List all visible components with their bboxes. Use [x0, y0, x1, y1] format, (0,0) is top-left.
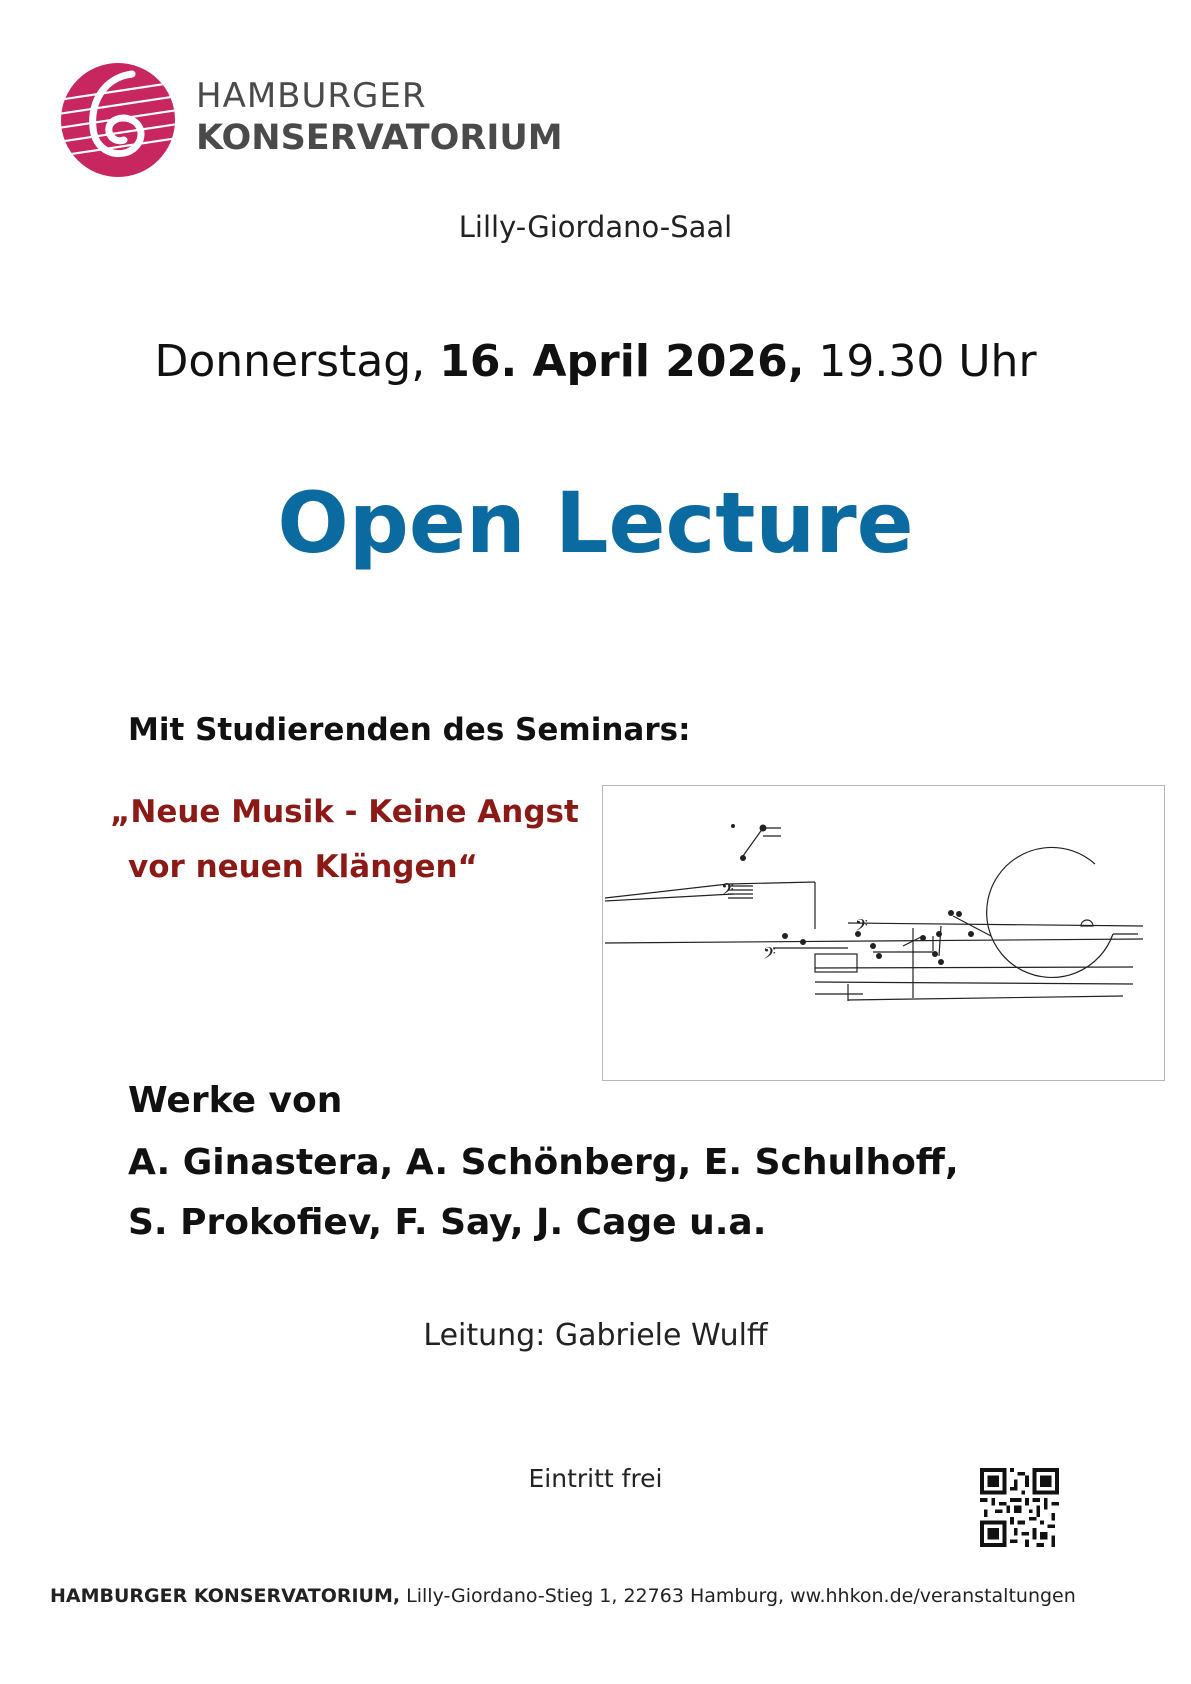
- seminar-title-line2: vor neuen Klängen“: [128, 849, 478, 885]
- event-time: 19.30 Uhr: [818, 336, 1037, 387]
- event-weekday: Donnerstag,: [154, 336, 426, 387]
- qr-code-icon[interactable]: [980, 1468, 1059, 1547]
- konservatorium-logo-icon: [58, 60, 178, 180]
- event-date-value: 16. April 2026,: [439, 336, 805, 387]
- event-date: [0, 336, 1191, 387]
- footer-address-text: Lilly-Giordano-Stieg 1, 22763 Hamburg, ww.hhkon.de/veranstaltungen: [406, 1585, 1076, 1607]
- works-composers-line2: S. Prokofiev, F. Say, J. Cage u.a.: [128, 1202, 767, 1243]
- bass-clef-glyph-3: 𝄢: [855, 915, 868, 939]
- seminar-intro: Mit Studierenden des Seminars:: [128, 712, 691, 748]
- direction-credit: Leitung: Gabriele Wulff: [423, 1318, 768, 1353]
- brand-name-line2: KONSERVATORIUM: [196, 118, 563, 158]
- footer-address: [50, 1585, 1076, 1607]
- bass-clef-glyph-2: 𝄢: [763, 943, 776, 967]
- seminar-title: [110, 785, 590, 895]
- event-title: Open Lecture: [277, 474, 914, 572]
- footer-org: HAMBURGER KONSERVATORIUM,: [50, 1585, 401, 1607]
- seminar-title-line1: „Neue Musik - Keine Angst: [110, 794, 579, 830]
- venue-name: Lilly-Giordano-Saal: [458, 210, 733, 244]
- bass-clef-glyph: 𝄢: [721, 879, 734, 903]
- graphic-score-image: [602, 785, 1165, 1081]
- brand-name-line1: HAMBURGER: [196, 76, 427, 116]
- works-composers-line1: A. Ginastera, A. Schönberg, E. Schulhoff,: [128, 1142, 959, 1183]
- works-intro: Werke von: [128, 1080, 343, 1121]
- admission-note: Eintritt frei: [528, 1464, 663, 1493]
